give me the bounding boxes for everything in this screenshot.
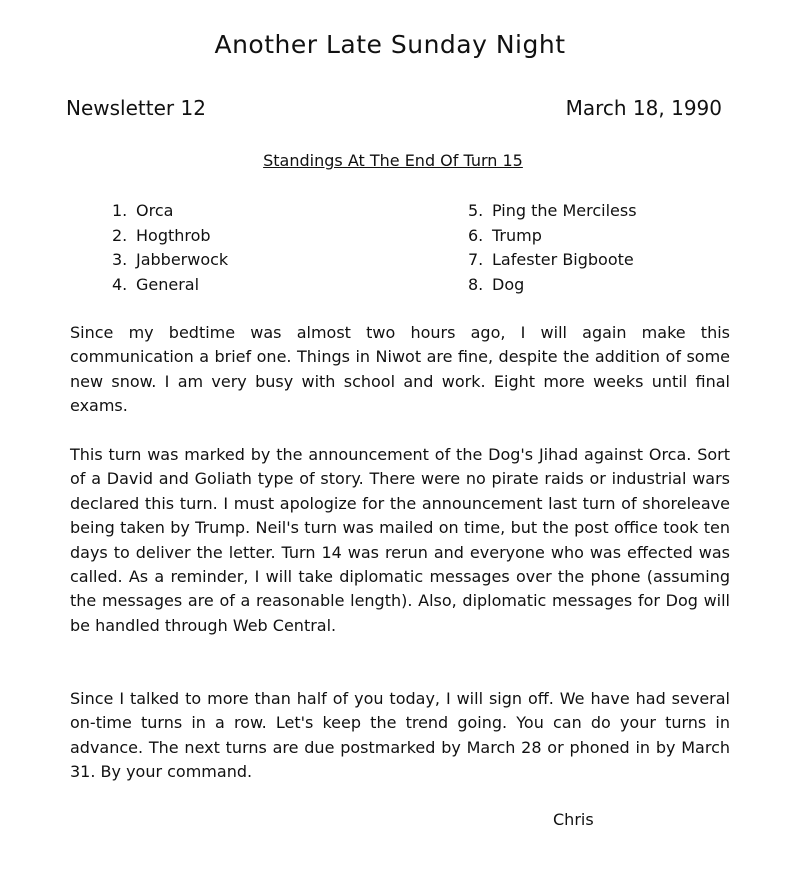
standings-player: Hogthrob [136, 225, 211, 245]
standings-rank: 7. [468, 250, 484, 269]
newsletter-date: March 18, 1990 [565, 96, 722, 120]
standings-item [112, 199, 228, 224]
body-paragraph-bedtime: Since my bedtime was almost two hours ago, I will again make this communication a brief one. Things in Niwot are fine, despite the addition of some new snow. I am very busy with school and work. Eight more weeks until final exams. [70, 323, 730, 416]
standings-item [468, 273, 637, 298]
body-paragraph-sign-off: Since I talked to more than half of you today, I will sign off. We have had several on-time turns in a row. Let's keep the trend going. You can do your turns in advance. The next turns are due postmarked by March 28 or phoned in by March 31. By your command. [70, 689, 730, 782]
body-paragraph-turn-report: This turn was marked by the announcement of the Dog's Jihad against Orca. Sort of a David and Goliath type of story. There were no pirate raids or industrial wars declared this turn. I must apologize for the announcement last turn of shoreleave being taken by Trump. Neil's turn was mailed on time, but the post office took ten days to deliver the letter. Turn 14 was rerun and everyone who was effected was called. As a reminder, I will take diplomatic messages over the phone (assuming the messages are of a reasonable length). Also, diplomatic messages for Dog will be handled through Web Central. [70, 445, 730, 635]
newsletter-issue: Newsletter 12 [66, 96, 206, 120]
standings-item [468, 248, 637, 273]
standings-player: Ping the Merciless [492, 201, 637, 220]
standings-rank: 5. [468, 201, 484, 220]
standings-rank: 3. [112, 250, 128, 269]
standings-rank: 2. [112, 225, 128, 245]
standings-player: Orca [136, 201, 174, 220]
standings-player: Jabberwock [136, 250, 229, 269]
standings-player: Trump [492, 225, 542, 245]
standings-right-column [468, 199, 637, 297]
standings-player: General [136, 274, 200, 294]
standings-left-column [112, 199, 228, 297]
standings-player: Dog [492, 274, 525, 294]
standings-rank: 4. [112, 274, 128, 294]
standings-item [468, 199, 637, 224]
standings-item [468, 224, 637, 249]
newsletter-title: Another Late Sunday Night [214, 30, 566, 59]
standings-item [112, 248, 228, 273]
standings-item [112, 224, 228, 249]
standings-rank: 1. [112, 201, 128, 220]
signature: Chris [553, 810, 594, 829]
standings-player: Lafester Bigboote [492, 250, 634, 269]
standings-rank: 6. [468, 225, 484, 245]
standings-rank: 8. [468, 274, 484, 294]
standings-item [112, 273, 228, 298]
standings-heading: Standings At The End Of Turn 15 [263, 151, 523, 170]
